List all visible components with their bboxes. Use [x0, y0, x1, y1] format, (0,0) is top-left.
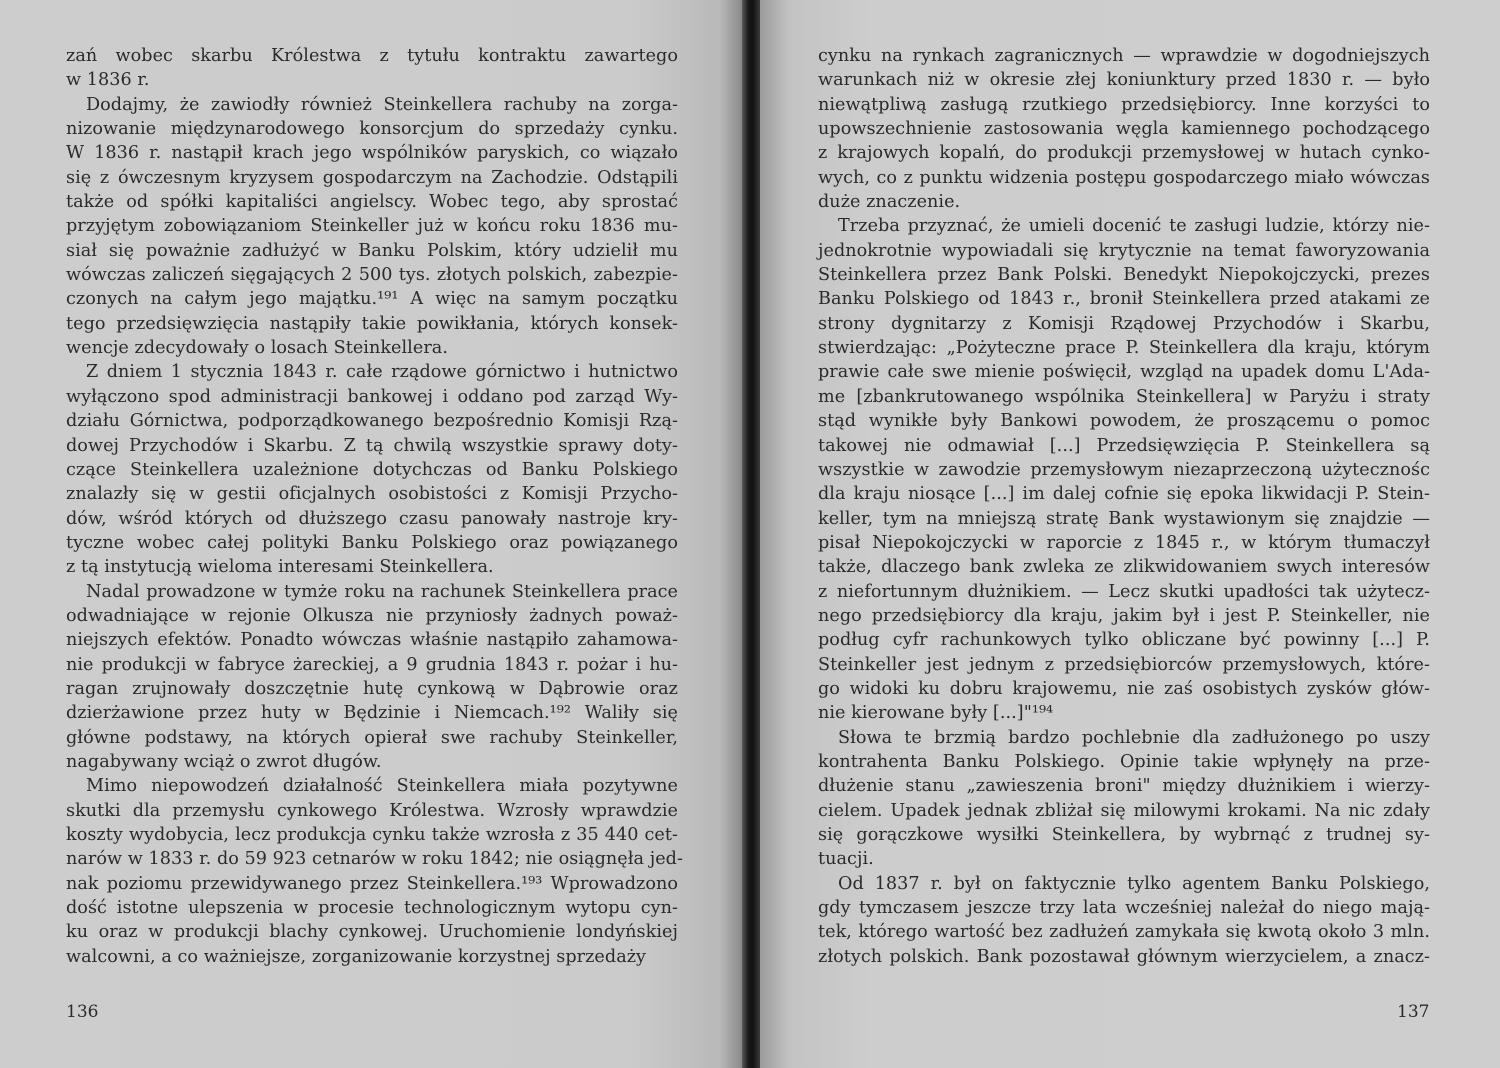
text-line: się gorączkowe wysiłki Steinkellera, by wybrnąć z trudnej sy-: [818, 825, 1430, 845]
text-line: nak poziomu przewidywanego przez Steinkellera.¹⁹³ Wprowadzono: [66, 873, 678, 894]
text-line: tuacji.: [818, 849, 874, 870]
text-line: niewątpliwą zasługą rzutkiego przedsiębiorcy. Inne korzyści to: [818, 94, 1430, 115]
text-line: tyczne wobec całej polityki Banku Polskiego oraz powiązanego: [66, 532, 678, 553]
text-line: stwierdzając: „Pożyteczne prace P. Steinkellera dla kraju, którym: [818, 338, 1430, 359]
text-line: duże znaczenie.: [818, 192, 961, 213]
text-line: z tą instytucją wieloma interesami Steinkellera.: [66, 557, 494, 578]
text-line: gdy tymczasem jeszcze trzy lata wcześniej należał do niego mają-: [818, 898, 1430, 919]
text-line: dłużenie stanu „zawieszenia broni" między dłużnikiem i wierzy-: [818, 776, 1430, 797]
text-line: Słowa te brzmią bardzo pochlebnie dla zadłużonego po uszy: [838, 727, 1430, 748]
text-line: keller, tym na mniejszą stratę Bank wystawionym się znajdzie —: [818, 508, 1430, 529]
text-line: nego przedsiębiorcy dla kraju, jakim był i jest P. Steinkeller, nie: [818, 605, 1430, 626]
text-line: walcowni, a co ważniejsze, zorganizowanie korzystnej sprzedaży: [66, 946, 647, 967]
text-line: główne podstawy, na których opierał swe rachuby Steinkeller,: [66, 727, 678, 748]
text-line: Steinkellera przez Bank Polski. Benedykt Niepokojczycki, prezes: [818, 265, 1430, 286]
text-line: pisał Niepokojczycki w raporcie z 1845 r., w którym tłumaczył: [818, 532, 1430, 553]
text-line: czonych na całym jego majątku.¹⁹¹ A więc na samym początku: [66, 289, 678, 310]
text-line: z niefortunnym dłużnikiem. — Lecz skutki upadłości tak użytecz-: [818, 581, 1430, 602]
text-line: dów, wśród których od dłuższego czasu panowały nastroje kry-: [66, 508, 678, 529]
text-line: złotych polskich. Bank pozostawał głównym wierzycielem, a znacz-: [818, 946, 1430, 967]
text-line: strony dygnitarzy z Komisji Rządowej Przychodów i Skarbu,: [818, 313, 1430, 334]
text-line: tek, którego wartość bez zadłużeń zamykała się kwotą około 3 mln.: [818, 922, 1430, 943]
text-line: Trzeba przyznać, że umieli docenić te zasługi ludzie, którzy nie-: [838, 216, 1430, 237]
page-number-left: 136: [66, 1002, 99, 1022]
text-line: skutki dla przemysłu cynkowego Królestwa. Wzrosły wprawdzie: [66, 800, 678, 821]
text-line: warunkach niż w okresie złej koniunktury przed 1830 r. — było: [818, 70, 1430, 91]
text-line: zań wobec skarbu Królestwa z tytułu kontraktu zawartego: [66, 46, 678, 66]
text-line: koszty wydobycia, lecz produkcja cynku także wzrosła z 35 440 cet-: [66, 825, 678, 845]
text-line: narów w 1833 r. do 59 923 cetnarów w roku 1842; nie osiągnęła jed-: [66, 849, 683, 870]
text-line: odwadniające w rejonie Olkusza nie przyniosły żadnych poważ-: [66, 605, 678, 626]
text-line: cynku na rynkach zagranicznych — wprawdzie w dogodniejszych: [818, 46, 1430, 66]
text-line: Mimo niepowodzeń działalność Steinkellera miała pozytywne: [86, 776, 678, 797]
text-line: takowej nie odmawiał [...] Przedsięwzięcia P. Steinkellera są: [818, 435, 1430, 456]
left-page-text: [66, 44, 683, 969]
text-line: wych, co z punktu widzenia postępu gospodarczego miało wówczas: [818, 167, 1430, 188]
book-gutter: [742, 0, 760, 1068]
text-line: Banku Polskiego od 1843 r., bronił Steinkellera przed atakami ze: [818, 289, 1430, 310]
right-page-text: [818, 44, 1430, 969]
text-line: w 1836 r.: [66, 70, 150, 91]
text-line: nie kierowane były [...]"¹⁹⁴: [818, 703, 1054, 724]
text-line: tego przedsięwzięcia nastąpiły takie powikłania, których konsek-: [66, 313, 678, 334]
text-line: dość istotne ulepszenia w procesie technologicznym wytopu cyn-: [66, 898, 678, 919]
text-line: dowej Przychodów i Skarbu. Z tą chwilą wszystkie sprawy doty-: [66, 435, 678, 456]
text-line: nizowanie międzynarodowego konsorcjum do sprzedaży cynku.: [66, 119, 678, 140]
text-line: niejszych efektów. Ponadto wówczas właśnie nastąpiło zahamowa-: [66, 630, 678, 651]
text-line: wyłączono spod administracji bankowej i oddano pod zarząd Wy-: [66, 386, 678, 407]
text-line: wówczas zaliczeń sięgających 2 500 tys. złotych polskich, zabezpie-: [66, 265, 678, 286]
text-line: Dodajmy, że zawiodły również Steinkellera rachuby na zorga-: [86, 94, 678, 115]
text-line: także od spółki kapitaliści angielscy. Wobec tego, aby sprostać: [66, 192, 678, 213]
text-line: podług cyfr rachunkowych tylko obliczane być powinny [...] P.: [818, 630, 1430, 651]
text-line: się z ówczesnym kryzysem gospodarczym na Zachodzie. Odstąpili: [66, 167, 678, 188]
text-line: Nadal prowadzone w tymże roku na rachunek Steinkellera prace: [86, 581, 678, 602]
text-line: siał się poważnie zadłużyć w Banku Polskim, który udzielił mu: [66, 240, 678, 261]
text-line: nie produkcji w fabryce żareckiej, a 9 grudnia 1843 r. pożar i hu-: [66, 654, 678, 675]
text-line: ragan zrujnowały doszczętnie hutę cynkową w Dąbrowie oraz: [66, 678, 678, 699]
text-line: znalazły się w gestii oficjalnych osobistości z Komisji Przycho-: [66, 484, 678, 505]
text-line: prawie całe swe mienie poświęcił, wzgląd na upadek domu L'Ada-: [818, 362, 1430, 383]
text-line: cielem. Upadek jednak zbliżał się milowymi krokami. Na nic zdały: [818, 800, 1430, 821]
text-line: dla kraju niosące [...] im dalej cofnie się epoka likwidacji P. Stein-: [818, 484, 1430, 505]
text-line: przyjętym zobowiązaniom Steinkeller już w końcu roku 1836 mu-: [66, 216, 678, 237]
text-line: jednokrotnie wypowiadali się krytycznie na temat faworyzowania: [818, 240, 1430, 261]
text-line: me [zbankrutowanego wspólnika Steinkellera] w Paryżu i straty: [818, 386, 1430, 407]
text-line: nagabywany wciąż o zwrot długów.: [66, 751, 382, 772]
text-line: ku oraz w produkcji blachy cynkowej. Uruchomienie londyńskiej: [66, 922, 678, 943]
text-line: działu Górnictwa, podporządkowanego bezpośrednio Komisji Rzą-: [66, 411, 678, 432]
text-line: wencje zdecydowały o losach Steinkellera.: [66, 338, 448, 359]
text-line: wszystkie w zawodzie przemysłowym niezaprzeczoną użytecznośc: [818, 459, 1430, 480]
text-line: W 1836 r. nastąpił krach jego wspólników paryskich, co wiązało: [66, 143, 678, 164]
text-line: dzierżawione przez huty w Będzinie i Niemcach.¹⁹² Waliły się: [66, 703, 678, 724]
text-line: Z dniem 1 stycznia 1843 r. całe rządowe górnictwo i hutnictwo: [86, 362, 678, 383]
text-line: czące Steinkellera uzależnione dotychczas od Banku Polskiego: [66, 459, 678, 480]
text-line: kontrahenta Banku Polskiego. Opinie takie wpłynęły na prze-: [818, 751, 1430, 772]
text-line: Od 1837 r. był on faktycznie tylko agentem Banku Polskiego,: [838, 873, 1430, 894]
page-number-right: 137: [1397, 1002, 1430, 1022]
text-line: upowszechnienie zastosowania węgla kamiennego pochodzącego: [818, 119, 1430, 140]
text-line: go widoki ku dobru krajowemu, nie zaś osobistych zysków głów-: [818, 678, 1430, 699]
text-line: Steinkeller jest jednym z przedsiębiorców przemysłowych, które-: [818, 654, 1430, 675]
text-line: także, dlaczego bank zwleka ze zlikwidowaniem swych interesów: [818, 557, 1430, 578]
text-line: stąd wynikłe były Bankowi powodem, że proszącemu o pomoc: [818, 411, 1430, 432]
text-line: z krajowych kopalń, do produkcji przemysłowej w hutach cynko-: [818, 143, 1430, 164]
